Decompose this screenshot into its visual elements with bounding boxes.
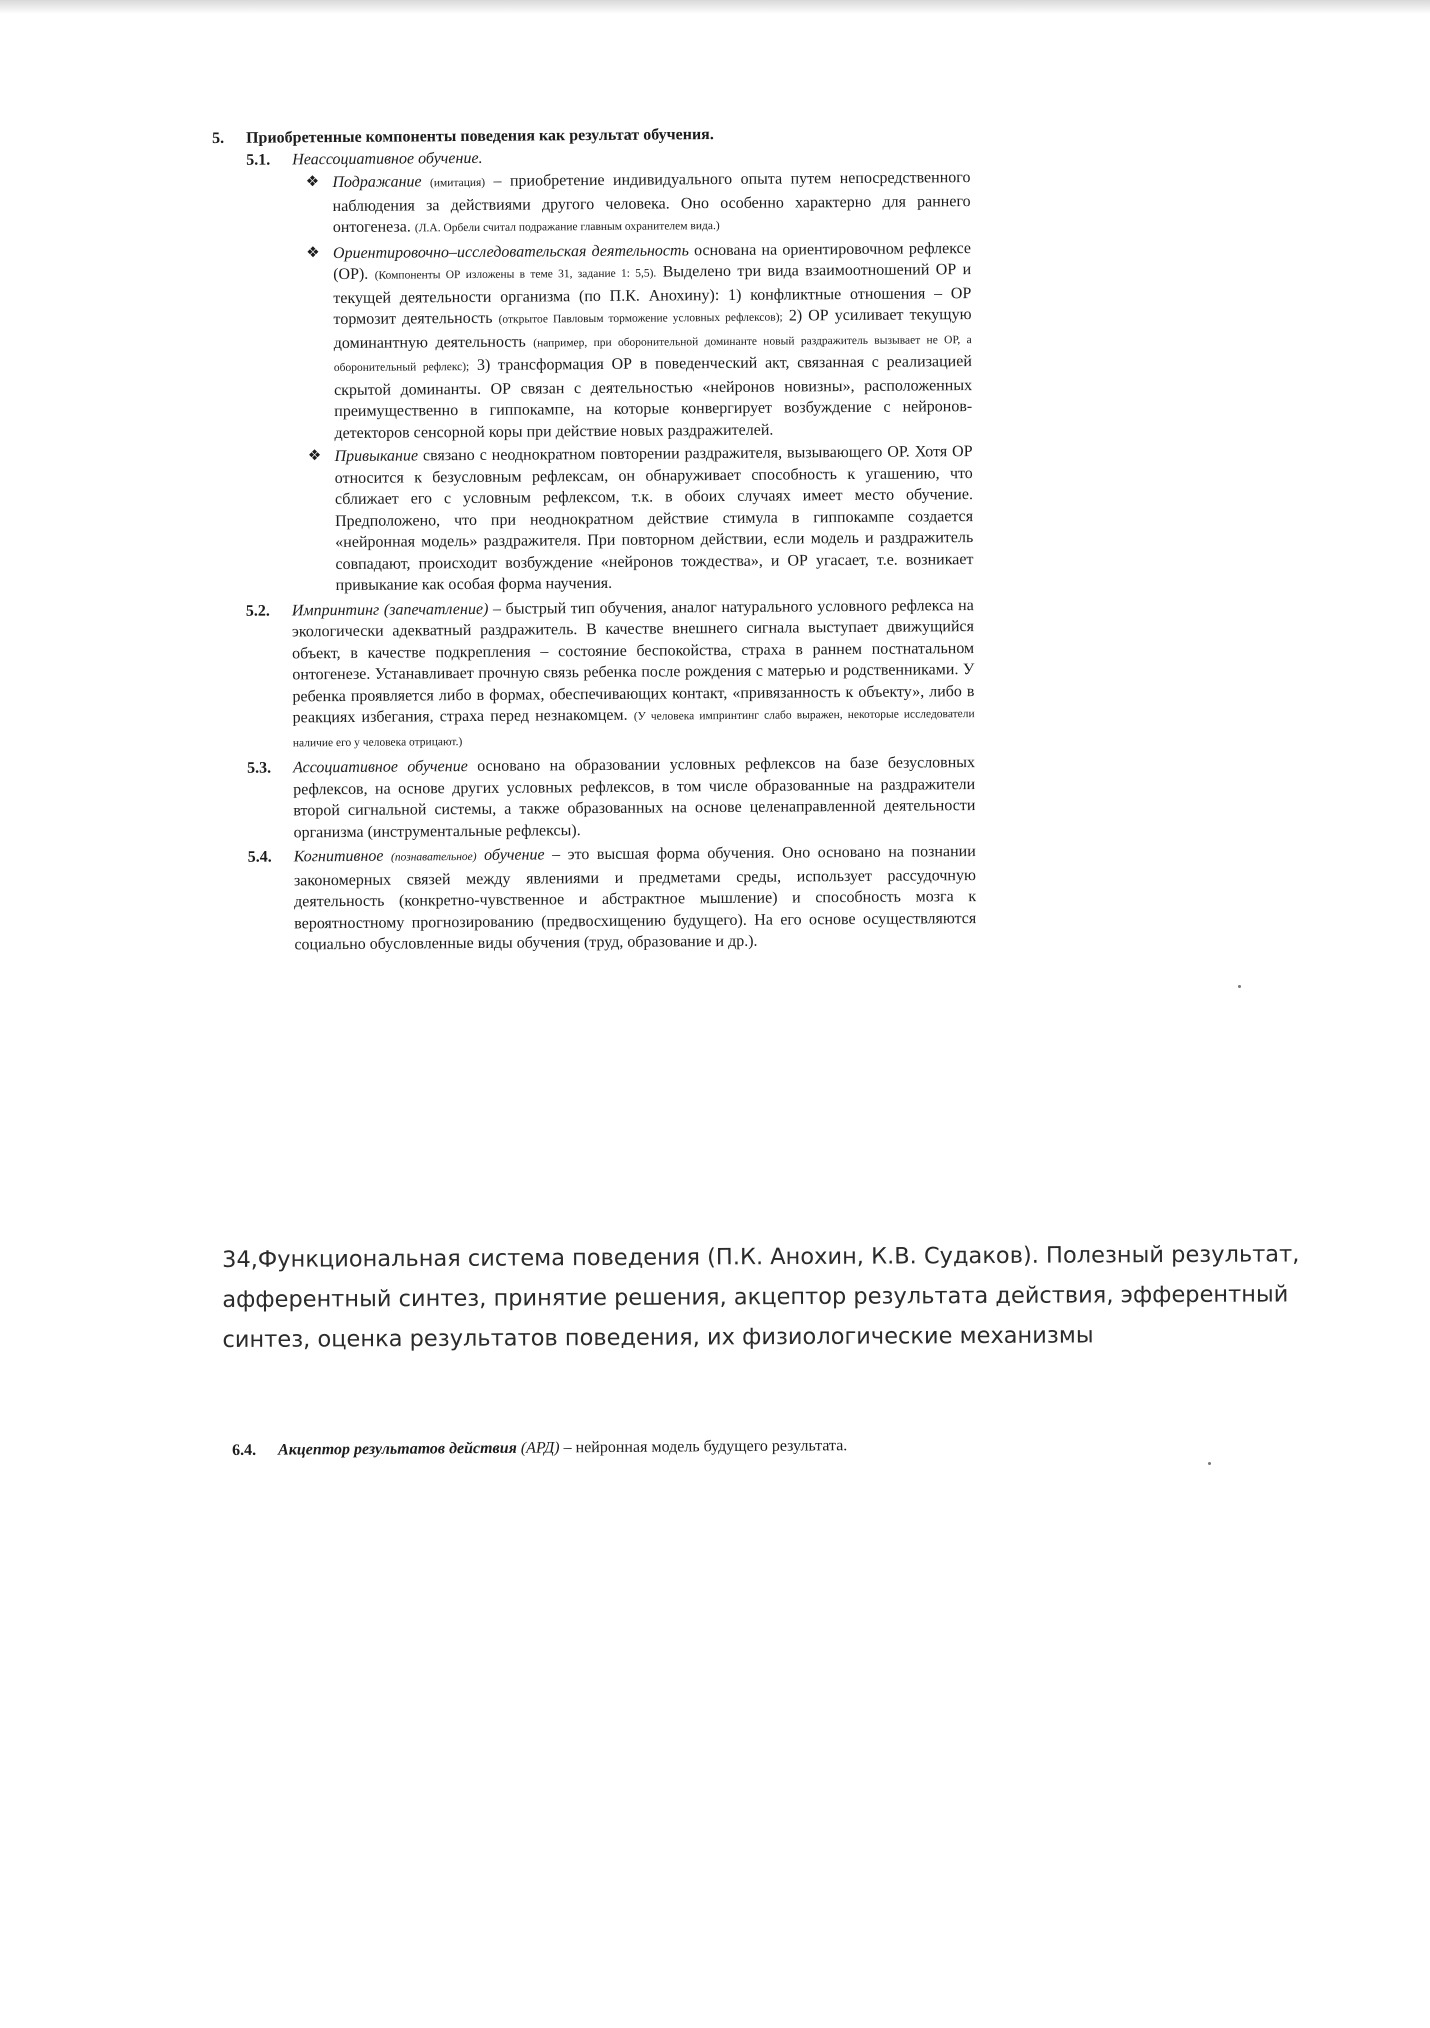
definition: 2) ОР усиливает текущую доминантную деятельность — [333, 306, 972, 352]
bullet-habituation — [295, 441, 974, 597]
term: Подражание — [332, 173, 422, 192]
section-title: Приобретенные компоненты поведения как результат обучения. — [246, 126, 714, 147]
bullet-text — [333, 238, 973, 445]
bullet-text — [332, 167, 971, 241]
definition: – приобретение индивидуального опыта путем непосредственного наблюдения за действиями другого человека. Оно особенно характерно для раннего онтогенеза. — [332, 169, 971, 237]
section-number: 5. — [212, 129, 225, 147]
subsection-text — [293, 752, 976, 843]
subsection-5-3 — [217, 752, 976, 844]
subsection-5-1-heading — [246, 144, 970, 171]
term: Акцептор результатов действия — [278, 1439, 517, 1459]
bullet-text — [335, 441, 974, 597]
bullet-diamond-icon: ❖ — [307, 448, 322, 465]
term: обучение — [484, 846, 545, 864]
subsection-text — [278, 1435, 847, 1461]
subsection-number: 5.3. — [246, 759, 272, 777]
footnote: (У человека импринтинг слабо выражен, некоторые исследователи наличие его у человека отрицают.) — [292, 708, 975, 749]
definition: – нейронная модель будущего результата. — [563, 1437, 848, 1457]
term: Ассоциативное обучение — [292, 758, 468, 777]
term: Импринтинг (запечатление) — [291, 600, 489, 619]
subsection-number: 5.2. — [245, 602, 270, 620]
bullet-diamond-icon: ❖ — [306, 244, 320, 261]
definition: Выделено три вида взаимоотношений ОР и текущей деятельности организма (по П.К. Анохину): 1) конфликтные отношения – ОР тормозит деятельность — [333, 261, 972, 329]
term: Когнитивное — [293, 847, 384, 866]
subsection-text — [292, 595, 975, 755]
term: Привыкание — [334, 447, 419, 466]
question-34-heading: 34,Функциональная система поведения (П.К. Анохин, К.В. Судаков). Полезный результат, афферентный синтез, принятие решения, акцептор результата действия, эфферентный синтез, оценка результатов поведения, их физиологические механизмы — [222, 1241, 1300, 1353]
footnote: (открытое Павловым торможение условных рефлексов); — [498, 311, 783, 326]
definition: основано на образовании условных рефлексов на базе безусловных рефлексов, на основе других условных рефлексов, в том числе образованные на раздражители второй сигнальной системы, а также образованных на основе целенаправленной деятельности организма (инструментальные рефлексы). — [293, 754, 976, 841]
bullet-diamond-icon: ❖ — [305, 174, 320, 191]
term-note: (имитация) — [429, 176, 486, 190]
subsection-number: 5.1. — [246, 151, 271, 169]
scan-speck — [1208, 1462, 1211, 1465]
definition: связано с неоднократном повторении раздражителя, вызывающего ОР. Хотя ОР относится к безусловным рефлексам, он обнаруживает способность к угашению, что сближает его с условным рефлексом, т.к. в обоих случаях имеет место обучение. Предположено, что при неоднократном действие стимула в гиппокампе создается «нейронная модель» раздражителя. При повторном действии, если модель и раздражитель совпадают, происходит возбуждение «нейронов тождества», и ОР угасает, т.е. возникает привыкание как особая форма научения. — [334, 443, 974, 595]
footnote: (Компоненты ОР изложены в теме 31, задание 1: 5,5). — [374, 267, 657, 282]
subsection-text — [294, 841, 977, 956]
bullet-imitation — [292, 167, 971, 241]
footnote: (например, при оборонительной доминанте новый раздражитель вызывает не ОР, а оборонительный рефлекс); — [333, 333, 972, 375]
subsection-number: 6.4. — [232, 1441, 257, 1459]
subsection-5-2 — [216, 595, 975, 755]
definition: – быстрый тип обучения, аналог натурального условного рефлекса на экологически адекватный раздражитель. В качестве внешнего сигнала выступает движущийся объект, в качестве подкрепления – состояние беспокойства, страха в раннем постнатальном онтогенезе. Устанавливает прочную связь ребенка после рождения с матерью и родственниками. У ребенка проявляется либо в формах, обеспечивающих контакт, «привязанность к объекту», либо в реакциях избегания, страха перед незнакомцем. — [291, 596, 975, 727]
term: Ориентировочно–исследовательская деятельность — [332, 241, 689, 262]
subsection-5-4 — [218, 841, 977, 956]
subsection-number: 5.4. — [247, 848, 272, 866]
subsection-6-4 — [232, 1434, 972, 1462]
definition: основана на ориентировочном рефлексе (ОР). — [333, 239, 972, 284]
bullet-orienting — [293, 238, 973, 445]
footnote: (Л.А. Орбели считал подражание главным охранителем вида.) — [414, 220, 720, 235]
definition: – это высшая форма обучения. Оно основано на познании закономерных связей между явлениями и предметами среды, использует рассудочную деятельность (конкретно-чувственное и абстрактное мышление) и способность мозга к вероятностному прогнозированию (предвосхищению будущего). На его основе осуществляются социально обусловленные виды обучения (труд, образование и др.). — [293, 843, 977, 954]
scan-edge-shadow — [0, 0, 1430, 14]
scan-speck — [1238, 985, 1241, 988]
term-note: (познавательное) — [390, 850, 477, 864]
subsection-title: Неассоциативное обучение. — [292, 149, 483, 168]
term-abbreviation: (АРД) — [520, 1439, 560, 1457]
definition: 3) трансформация ОР в поведенческий акт, связанная с реализацией скрытой доминанты. ОР связан с деятельностью «нейронов новизны», расположенных преимущественно в гиппокампе, на которые конвергирует возбуждение с нейронов-детекторов сенсорной коры при действие новых раздражителей. — [333, 353, 973, 442]
textbook-excerpt — [212, 122, 976, 956]
